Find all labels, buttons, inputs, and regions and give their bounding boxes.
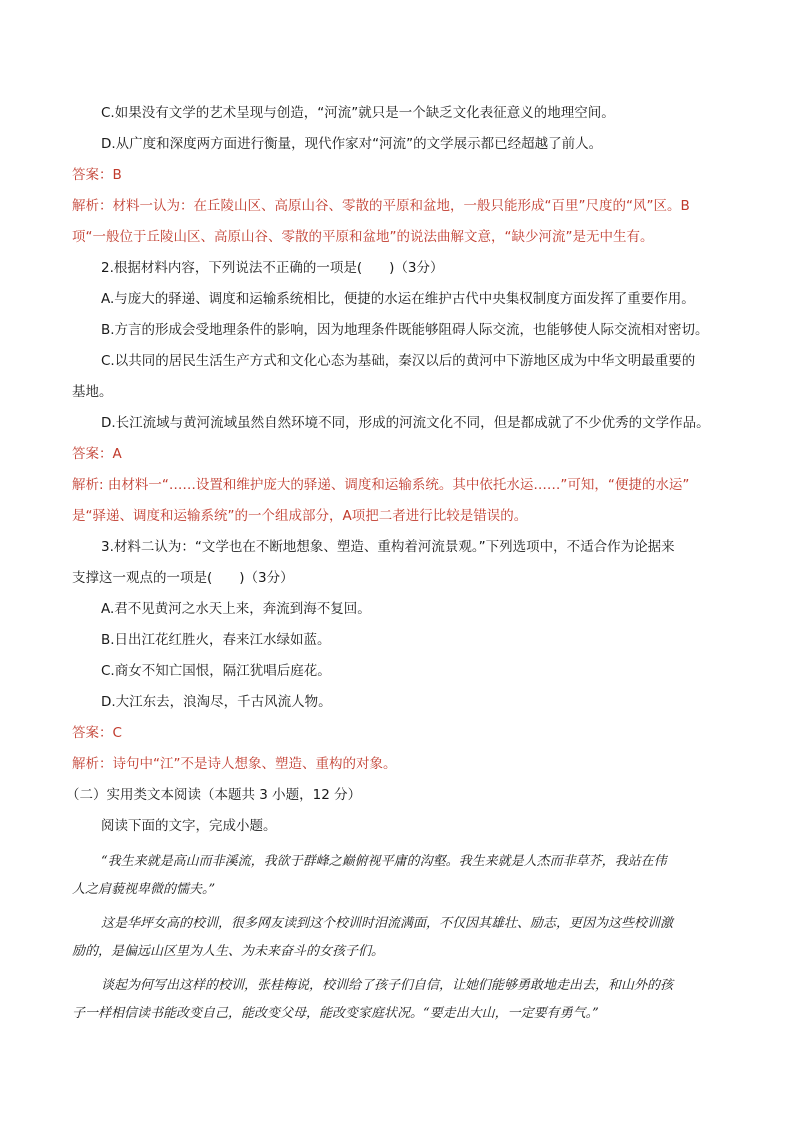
q2-analysis-line1: [72, 475, 689, 495]
q1-option-d: D.从广度和深度两方面进行衡量，现代作家对“河流”的文学展示都已经超越了前人。: [101, 136, 603, 152]
q1-analysis-line2-highlight: “缺少河流”是无中生有。: [504, 229, 654, 245]
q3-answer: 答案：C: [72, 725, 122, 741]
passage-p3-line2: 子一样相信读书能改变自己，能改变父母，能改变家庭状况。“要走出大山，一定要有勇气。”: [72, 1006, 599, 1021]
q2-analysis-seg1: 解析: 由材料一“……: [72, 477, 196, 493]
q2-analysis-line2: 是“驿递、调度和运输系统”的一个组成部分，A项把二者进行比较是错误的。: [72, 508, 528, 524]
q2-answer: 答案：A: [72, 446, 122, 462]
q1-option-c: C.如果没有文学的艺术呈现与创造，“河流”就只是一个缺乏文化表征意义的地理空间。: [101, 105, 615, 121]
section2-heading: （二）实用类文本阅读（本题共 3 小题，12 分）: [66, 787, 362, 803]
passage-p2-line2: 励的，是偏远山区里为人生、为未来奋斗的女孩子们。: [72, 944, 385, 959]
passage-p1-line1: “我生来就是高山而非溪流，我欲于群峰之巅俯视平庸的沟壑。我生来就是人杰而非草芥，我站在伟: [101, 854, 667, 869]
q2-stem: 2.根据材料内容，下列说法不正确的一项是( )（3分）: [101, 260, 444, 276]
q2-option-c-line1: C.以共同的居民生活生产方式和文化心态为基础，秦汉以后的黄河中下游地区成为中华文明最重要的: [101, 353, 696, 369]
q2-analysis-seg3: 驿递、调度和运输系统。其中依托水运……”可知，: [303, 477, 608, 493]
q2-analysis-seg2: 设置和维护庞大的: [195, 477, 304, 493]
q3-stem-line1: 3.材料二认为：“文学也在不断地想象、塑造、重构着河流景观。”下列选项中，不适合作为论据来: [101, 539, 675, 555]
q3-stem-line2: 支撑这一观点的一项是( )（3分）: [72, 570, 294, 586]
q1-analysis-line2: [72, 227, 654, 247]
q3-option-d: D.大江东去，浪淘尽，千古风流人物。: [101, 694, 332, 710]
q3-option-c: C.商女不知亡国恨，隔江犹唱后庭花。: [101, 663, 331, 679]
q2-option-a: A.与庞大的驿递、调度和运输系统相比，便捷的水运在维护古代中央集权制度方面发挥了重要作用。: [101, 291, 695, 307]
passage-p2-line1: 这是华坪女高的校训，很多网友读到这个校训时泪流满面，不仅因其雄壮、励志，更因为这些校训激: [101, 916, 674, 931]
q2-option-c-line2: 基地。: [72, 384, 113, 400]
section2-instruction: 阅读下面的文字，完成小题。: [101, 818, 277, 834]
q2-option-b: B.方言的形成会受地理条件的影响，因为地理条件既能够阻碍人际交流，也能够使人际交流相对密切。: [101, 322, 709, 338]
q1-analysis-line2-text: 项“一般位于丘陵山区、高原山谷、零散的平原和盆地”的说法曲解文意，: [72, 229, 505, 245]
q2-analysis-seg4: “便捷的水运”: [607, 477, 690, 493]
q1-answer: 答案：B: [72, 167, 122, 183]
q2-option-d: D.长江流域与黄河流域虽然自然环境不同，形成的河流文化不同，但是都成就了不少优秀的文学作品。: [101, 415, 710, 431]
passage-p1-line2: 人之肩藐视卑微的懦夫。”: [72, 882, 216, 897]
q3-option-a: A.君不见黄河之水天上来，奔流到海不复回。: [101, 601, 371, 617]
q3-option-b: B.日出江花红胜火，春来江水绿如蓝。: [101, 632, 331, 648]
q1-analysis-line1: 解析：材料一认为：在丘陵山区、高原山谷、零散的平原和盆地，一般只能形成“百里”尺度的“风”区。B: [72, 198, 690, 214]
q3-analysis: 解析：诗句中“江”不是诗人想象、塑造、重构的对象。: [72, 756, 397, 772]
passage-p3-line1: 谈起为何写出这样的校训，张桂梅说，校训给了孩子们自信，让她们能够勇敢地走出去，和山外的孩: [101, 978, 674, 993]
